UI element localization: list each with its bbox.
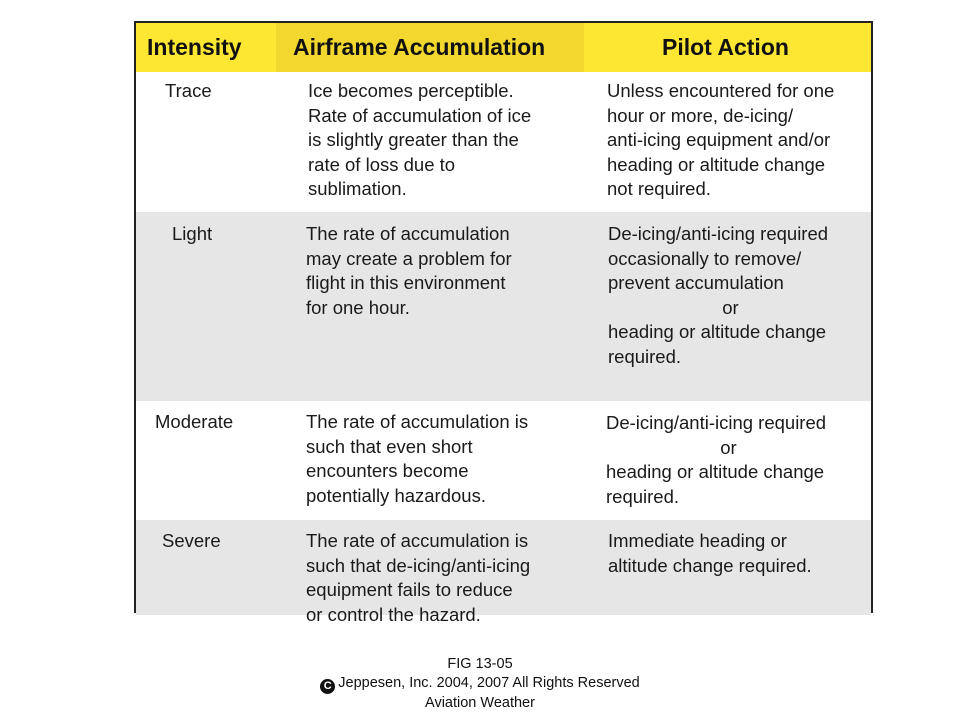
intensity-cell: Moderate	[155, 411, 234, 432]
table-row-light	[136, 212, 871, 401]
action-line: De-icing/anti-icing required	[608, 223, 829, 244]
action-line: required.	[606, 485, 680, 507]
action-cell	[607, 79, 834, 202]
action-cell	[608, 222, 853, 369]
action-line: not required.	[607, 178, 711, 199]
accumulation-cell	[306, 222, 512, 320]
accumulation-line: or control the hazard.	[306, 603, 481, 625]
accumulation-line: Ice becomes perceptible.	[308, 80, 514, 101]
accumulation-line: Rate of accumulation of ice	[308, 104, 532, 126]
accumulation-line: The rate of accumulation	[306, 223, 510, 244]
action-cell	[608, 529, 812, 578]
accumulation-line: equipment fails to reduce	[306, 579, 513, 600]
accumulation-line: is slightly greater than the	[308, 129, 519, 150]
action-line: heading or altitude change	[608, 321, 827, 342]
action-line: heading or altitude change	[607, 153, 826, 175]
action-line: anti-icing equipment and/or	[607, 129, 831, 150]
action-line: heading or altitude change	[606, 461, 825, 482]
header-intensity: Intensity	[147, 34, 242, 60]
action-line: required.	[608, 345, 682, 367]
action-line: De-icing/anti-icing required	[606, 412, 827, 433]
header-airframe-accumulation: Airframe Accumulation	[293, 34, 546, 60]
accumulation-line: sublimation.	[308, 178, 407, 199]
action-line: Unless encountered for one	[607, 80, 835, 101]
action-line: altitude change required.	[608, 554, 812, 576]
intensity-cell: Trace	[165, 80, 212, 101]
accumulation-line: The rate of accumulation is	[306, 530, 529, 551]
action-line-or: or	[722, 296, 739, 318]
source-title: Aviation Weather	[425, 694, 535, 711]
figure-number: FIG 13-05	[447, 656, 513, 672]
accumulation-line: potentially hazardous.	[306, 484, 486, 506]
action-line: Immediate heading or	[608, 530, 787, 551]
accumulation-line: rate of loss due to	[308, 153, 456, 175]
copyright-icon: C	[320, 679, 335, 694]
action-line-or: or	[720, 436, 737, 458]
action-line: hour or more, de-icing/	[607, 104, 794, 126]
copyright-text: Jeppesen, Inc. 2004, 2007 All Rights Reserved	[338, 674, 640, 691]
action-line: occasionally to remove/	[608, 247, 802, 269]
intensity-cell: Light	[172, 223, 213, 244]
accumulation-line: The rate of accumulation is	[306, 411, 529, 432]
action-cell	[606, 411, 851, 509]
accumulation-line: flight in this environment	[306, 272, 506, 293]
table-row-trace	[136, 72, 871, 212]
accumulation-cell	[306, 529, 530, 627]
header-pilot-action: Pilot Action	[662, 34, 789, 60]
accumulation-line: may create a problem for	[306, 247, 512, 269]
accumulation-line: encounters become	[306, 460, 469, 481]
icing-intensity-table	[134, 21, 873, 625]
accumulation-cell	[306, 410, 528, 508]
copyright-line	[0, 674, 960, 694]
accumulation-line: such that even short	[306, 435, 473, 457]
accumulation-line: for one hour.	[306, 296, 410, 318]
table-row-moderate	[136, 401, 871, 520]
figure-caption	[0, 655, 960, 712]
accumulation-cell	[308, 79, 531, 202]
action-line: prevent accumulation	[608, 272, 784, 293]
accumulation-line: such that de-icing/anti-icing	[306, 554, 531, 576]
intensity-cell: Severe	[162, 530, 221, 551]
table-row-severe	[136, 520, 871, 625]
